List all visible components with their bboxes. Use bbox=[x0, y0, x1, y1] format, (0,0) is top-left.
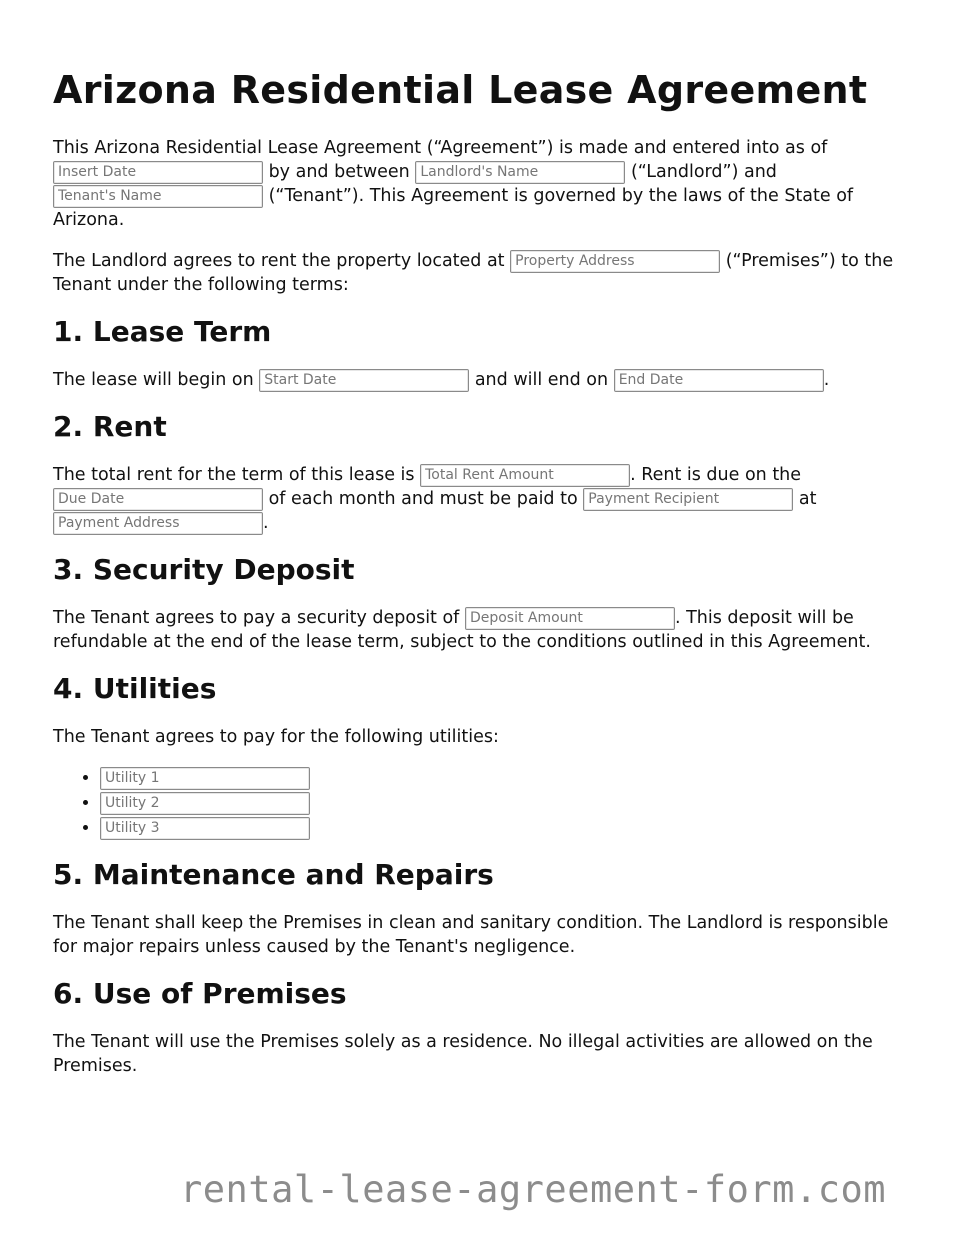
rent-text-3: of each month and must be paid to bbox=[268, 489, 578, 509]
lease-term-text-2: and will end on bbox=[474, 370, 609, 390]
deposit-text-2: . This deposit will be refundable at the end of the lease term, subject to the conditions outlined in this Agreement. bbox=[53, 608, 871, 652]
utility-3-input[interactable] bbox=[100, 817, 310, 840]
lease-term-heading: 1. Lease Term bbox=[53, 315, 272, 348]
total-rent-input[interactable] bbox=[420, 464, 630, 487]
maintenance-heading: 5. Maintenance and Repairs bbox=[53, 858, 494, 891]
payment-recipient-input[interactable] bbox=[583, 488, 793, 511]
security-deposit-paragraph bbox=[53, 606, 908, 654]
security-deposit-heading: 3. Security Deposit bbox=[53, 553, 355, 586]
utilities-section bbox=[53, 671, 908, 841]
rent-text-4: at bbox=[798, 489, 817, 509]
rent-text-5: . bbox=[263, 513, 269, 533]
rent-text-2: . Rent is due on the bbox=[630, 465, 802, 485]
agreement-date-input[interactable] bbox=[53, 161, 263, 184]
landlord-name-input[interactable] bbox=[415, 161, 625, 184]
lease-term-text-3: . bbox=[823, 370, 830, 390]
utilities-heading: 4. Utilities bbox=[53, 672, 217, 705]
security-deposit-section bbox=[53, 552, 908, 654]
rent-text-1: The total rent for the term of this lease is bbox=[53, 465, 415, 485]
payment-address-input[interactable] bbox=[53, 512, 263, 535]
lease-document bbox=[53, 64, 908, 1095]
use-of-premises-section bbox=[53, 976, 908, 1078]
list-item bbox=[100, 816, 908, 841]
utilities-text: The Tenant agrees to pay for the following utilities: bbox=[53, 727, 499, 747]
rent-section bbox=[53, 409, 908, 535]
intro-text-4: (“Tenant”). This Agreement is governed by the laws of the State of Arizona. bbox=[53, 186, 854, 230]
utility-2-input[interactable] bbox=[100, 792, 310, 815]
rent-heading: 2. Rent bbox=[53, 410, 167, 443]
use-of-premises-text: The Tenant will use the Premises solely as a residence. No illegal activities are allowed on the Premises. bbox=[53, 1032, 873, 1076]
maintenance-text: The Tenant shall keep the Premises in clean and sanitary condition. The Landlord is responsible for major repairs unless caused by the Tenant's negligence. bbox=[53, 913, 889, 957]
premises-text-1: The Landlord agrees to rent the property located at bbox=[53, 251, 505, 271]
intro-text-1: This Arizona Residential Lease Agreement (“Agreement”) is made and entered into as of bbox=[53, 138, 828, 158]
list-item bbox=[100, 791, 908, 816]
lease-term-section bbox=[53, 314, 908, 392]
intro-text-3: (“Landlord”) and bbox=[630, 162, 777, 182]
premises-paragraph bbox=[53, 249, 908, 297]
list-item bbox=[100, 766, 908, 791]
deposit-amount-input[interactable] bbox=[465, 607, 675, 630]
start-date-input[interactable] bbox=[259, 369, 469, 392]
tenant-name-input[interactable] bbox=[53, 185, 263, 208]
intro-paragraph bbox=[53, 136, 908, 232]
lease-term-text-1: The lease will begin on bbox=[53, 370, 254, 390]
lease-term-paragraph bbox=[53, 368, 908, 392]
intro-text-2: by and between bbox=[268, 162, 410, 182]
website-watermark: rental-lease-agreement-form.com bbox=[180, 1168, 887, 1211]
property-address-input[interactable] bbox=[510, 250, 720, 273]
maintenance-section bbox=[53, 857, 908, 959]
premises-text-2: (“Premises”) to the Tenant under the following terms: bbox=[53, 251, 894, 295]
rent-paragraph bbox=[53, 463, 908, 535]
due-date-input[interactable] bbox=[53, 488, 263, 511]
end-date-input[interactable] bbox=[614, 369, 824, 392]
utility-1-input[interactable] bbox=[100, 767, 310, 790]
utilities-list bbox=[53, 766, 908, 841]
deposit-text-1: The Tenant agrees to pay a security deposit of bbox=[53, 608, 460, 628]
use-of-premises-heading: 6. Use of Premises bbox=[53, 977, 347, 1010]
page-title: Arizona Residential Lease Agreement bbox=[53, 68, 868, 112]
